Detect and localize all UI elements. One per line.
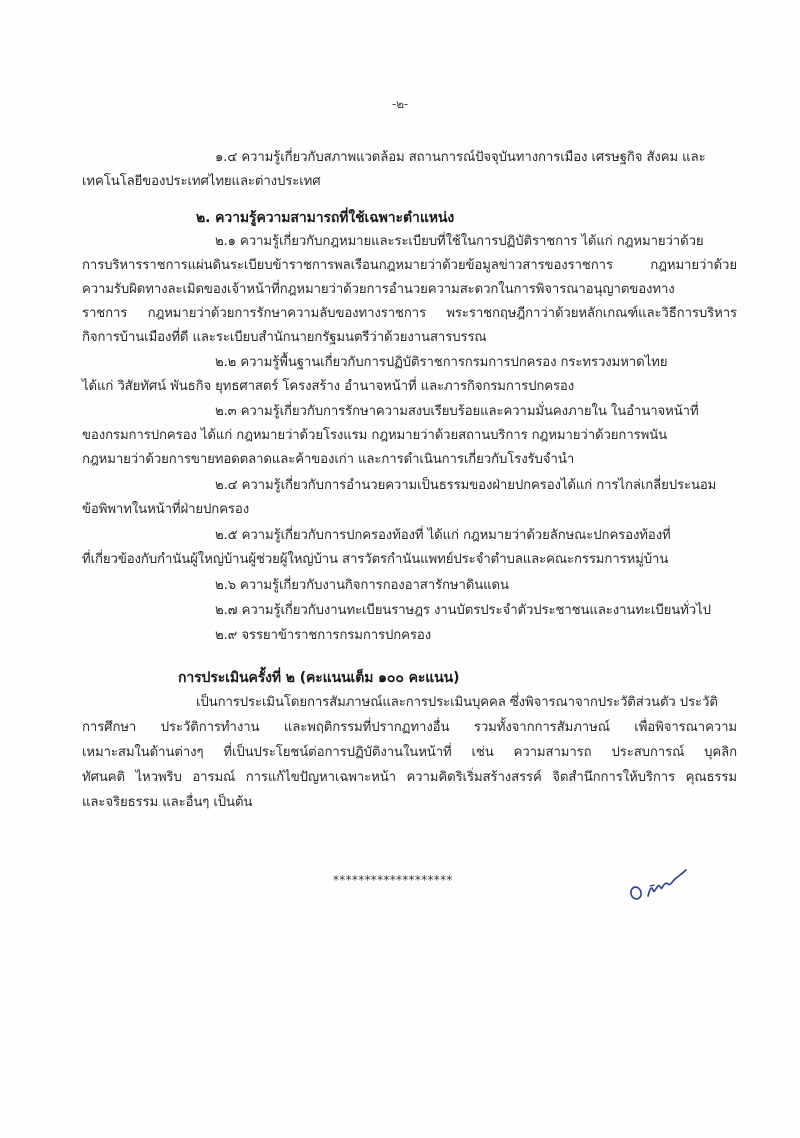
assessment-2-line: และจริยธรรม และอื่นๆ เป็นต้น	[82, 795, 253, 810]
item-2-1-line: ความรับผิดทางละเมิดของเจ้าหน้าที่กฎหมายว่าด้วยการอำนวยความสะดวกในการพิจารณาอนุญาตของทาง	[82, 282, 675, 297]
item-2-4-line: ข้อพิพาทในหน้าที่ฝ่ายปกครอง	[82, 502, 250, 517]
item-2-3-line: กฎหมายว่าด้วยการขายทอดตลาดและค้าของเก่า และการดำเนินการเกี่ยวกับโรงรับจำนำ	[82, 452, 575, 467]
section-2-heading: ๒. ความรู้ความสามารถที่ใช้เฉพาะตำแหน่ง	[196, 210, 455, 226]
item-2-4-first-line: ๒.๔ ความรู้เกี่ยวกับการอำนวยความเป็นธรรมของฝ่ายปกครองได้แก่ การไกล่เกลี่ยประนอม	[215, 478, 717, 493]
signature-icon	[628, 868, 708, 904]
assessment-2-line: เหมาะสมในด้านต่างๆ ที่เป็นประโยชน์ต่อการปฏิบัติงานในหน้าที่ เช่น ความสามารถ ประสบการณ์ บุคลิก	[82, 745, 737, 760]
item-2-1-line: การบริหารราชการแผ่นดินระเบียบข้าราชการพลเรือนกฎหมายว่าด้วยข้อมูลข่าวสารของราชการ กฎหมายว่าด้วย	[82, 258, 737, 273]
item-2-6: ๒.๖ ความรู้เกี่ยวกับงานกิจการกองอาสารักษาดินแดน	[215, 578, 509, 593]
assessment-2-heading: การประเมินครั้งที่ ๒ (คะแนนเต็ม ๑๐๐ คะแนน)	[178, 670, 460, 686]
item-2-1-first-line: ๒.๑ ความรู้เกี่ยวกับกฎหมายและระเบียบที่ใช้ในการปฏิบัติราชการ ได้แก่ กฎหมายว่าด้วย	[215, 234, 704, 249]
page-number: -๒-	[391, 97, 409, 111]
item-2-3-first-line: ๒.๓ ความรู้เกี่ยวกับการรักษาความสงบเรียบร้อยและความมั่นคงภายใน ในอำนาจหน้าที่	[215, 404, 699, 419]
item-2-1-line: กิจการบ้านเมืองที่ดี และระเบียบสำนักนายกรัฐมนตรีว่าด้วยงานสารบรรณ	[82, 330, 487, 345]
item-2-5-line: ที่เกี่ยวข้องกับกำนันผู้ใหญ่บ้านผู้ช่วยผู้ใหญ่บ้าน สารวัตรกำนันแพทย์ประจำตำบลและคณะกรรมการหมู่บ้าน	[82, 552, 669, 567]
item-2-5-first-line: ๒.๕ ความรู้เกี่ยวกับการปกครองท้องที่ ได้แก่ กฎหมายว่าด้วยลักษณะปกครองท้องที่	[215, 528, 671, 543]
item-2-2-line: ได้แก่ วิสัยทัศน์ พันธกิจ ยุทธศาสตร์ โครงสร้าง อำนาจหน้าที่ และภารกิจกรมการปกครอง	[82, 379, 575, 394]
item-2-9: ๒.๙ จรรยาข้าราชการกรมการปกครอง	[215, 628, 432, 643]
item-1-4-first-line: ๑.๔ ความรู้เกี่ยวกับสภาพแวดล้อม สถานการณ์ปัจจุบันทางการเมือง เศรษฐกิจ สังคม และ	[215, 150, 706, 165]
item-2-3-line: ของกรมการปกครอง ได้แก่ กฎหมายว่าด้วยโรงแรม กฎหมายว่าด้วยสถานบริการ กฎหมายว่าด้วยการพนัน	[82, 428, 668, 443]
assessment-2-first-line: เป็นการประเมินโดยการสัมภาษณ์และการประเมินบุคคล ซึ่งพิจารณาจากประวัติส่วนตัว ประวัติ	[196, 695, 718, 710]
assessment-2-line: ทัศนคติ ไหวพริบ อารมณ์ การแก้ไขปัญหาเฉพาะหน้า ความคิดริเริ่มสร้างสรรค์ จิตสำนึกการให้บริการ คุณธรรม	[82, 770, 737, 785]
end-of-section-marker: *******************	[333, 873, 453, 887]
item-2-2-first-line: ๒.๒ ความรู้พื้นฐานเกี่ยวกับการปฏิบัติราชการกรมการปกครอง กระทรวงมหาดไทย	[215, 355, 668, 370]
assessment-2-line: การศึกษา ประวัติการทำงาน และพฤติกรรมที่ปรากฏทางอื่น รวมทั้งจากการสัมภาษณ์ เพื่อพิจารณาความ	[82, 720, 737, 735]
item-2-7: ๒.๗ ความรู้เกี่ยวกับงานทะเบียนราษฎร งานบัตรประจำตัวประชาชนและงานทะเบียนทั่วไป	[215, 603, 711, 618]
item-2-1-line: ราชการ กฎหมายว่าด้วยการรักษาความลับของทางราชการ พระราชกฤษฎีกาว่าด้วยหลักเกณฑ์และวิธีการบริหาร	[82, 306, 737, 321]
item-1-4-line: เทคโนโลยีของประเทศไทยและต่างประเทศ	[82, 174, 321, 189]
